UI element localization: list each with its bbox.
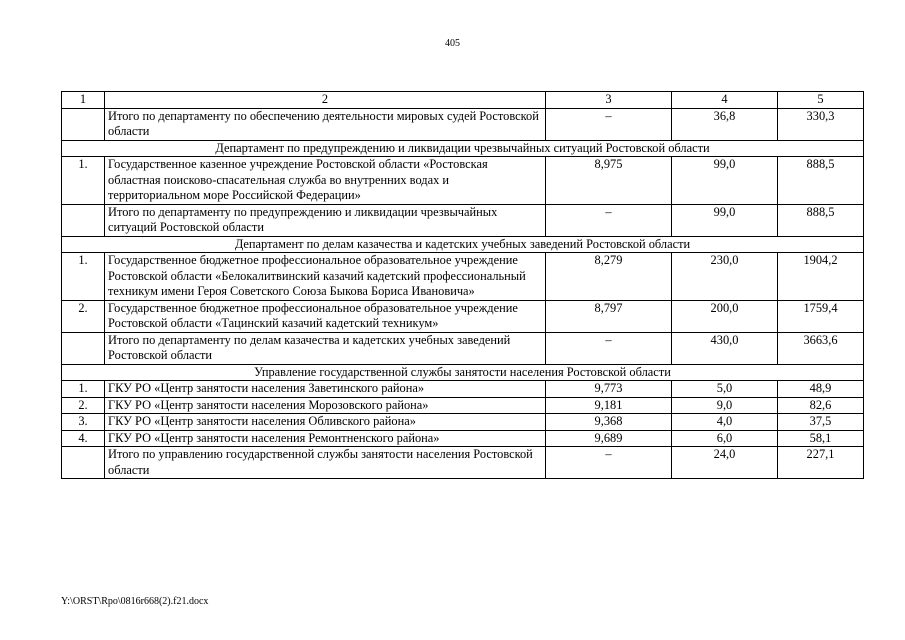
row-name: ГКУ РО «Центр занятости населения Заветинского района» <box>105 381 546 398</box>
row-number: 1. <box>62 157 105 205</box>
row-name: Итого по департаменту по делам казачества и кадетских учебных заведений Ростовской области <box>105 332 546 364</box>
total-row <box>62 332 864 364</box>
row-value-5: 1904,2 <box>778 253 864 301</box>
row-value-5: 1759,4 <box>778 300 864 332</box>
row-value-4: 6,0 <box>672 430 778 447</box>
section-header-row <box>62 364 864 381</box>
row-number: 2. <box>62 397 105 414</box>
row-number <box>62 204 105 236</box>
row-value-4: 24,0 <box>672 447 778 479</box>
table-row <box>62 253 864 301</box>
row-value-4: 230,0 <box>672 253 778 301</box>
header-cell-5: 5 <box>778 92 864 109</box>
row-value-4: 36,8 <box>672 108 778 140</box>
row-coefficient: 8,975 <box>546 157 672 205</box>
row-value-4: 430,0 <box>672 332 778 364</box>
row-number: 2. <box>62 300 105 332</box>
row-value-5: 48,9 <box>778 381 864 398</box>
row-value-4: 4,0 <box>672 414 778 431</box>
row-number: 4. <box>62 430 105 447</box>
row-value-5: 227,1 <box>778 447 864 479</box>
row-number: 1. <box>62 253 105 301</box>
row-coefficient: 8,797 <box>546 300 672 332</box>
total-row <box>62 108 864 140</box>
row-name: Государственное казенное учреждение Ростовской области «Ростовская областная поисково-спасательная служба во внутренних водах и территориальном море Российской Федерации» <box>105 157 546 205</box>
header-cell-2: 2 <box>105 92 546 109</box>
row-value-5: 3663,6 <box>778 332 864 364</box>
row-coefficient: 8,279 <box>546 253 672 301</box>
row-coefficient: 9,689 <box>546 430 672 447</box>
page-number: 405 <box>445 38 460 49</box>
row-coefficient: – <box>546 204 672 236</box>
row-coefficient: 9,368 <box>546 414 672 431</box>
row-value-5: 37,5 <box>778 414 864 431</box>
row-name: Итого по департаменту по предупреждению и ликвидации чрезвычайных ситуаций Ростовской области <box>105 204 546 236</box>
table-row <box>62 397 864 414</box>
header-cell-3: 3 <box>546 92 672 109</box>
row-name: ГКУ РО «Центр занятости населения Ремонтненского района» <box>105 430 546 447</box>
row-name: Итого по департаменту по обеспечению деятельности мировых судей Ростовской области <box>105 108 546 140</box>
row-coefficient: – <box>546 447 672 479</box>
row-value-4: 9,0 <box>672 397 778 414</box>
row-coefficient: 9,773 <box>546 381 672 398</box>
table-row <box>62 300 864 332</box>
row-coefficient: 9,181 <box>546 397 672 414</box>
row-value-5: 330,3 <box>778 108 864 140</box>
header-cell-4: 4 <box>672 92 778 109</box>
section-header-row <box>62 236 864 253</box>
row-number <box>62 447 105 479</box>
row-coefficient: – <box>546 108 672 140</box>
table-row <box>62 381 864 398</box>
row-name: Государственное бюджетное профессиональное образовательное учреждение Ростовской области «Тацинский казачий кадетский техникум» <box>105 300 546 332</box>
total-row <box>62 447 864 479</box>
row-coefficient: – <box>546 332 672 364</box>
table-row <box>62 157 864 205</box>
row-name: Государственное бюджетное профессиональное образовательное учреждение Ростовской области «Белокалитвинский казачий кадетский профессиональный техникум имени Героя Советского Союза Быкова Бориса Ивановича» <box>105 253 546 301</box>
row-value-4: 5,0 <box>672 381 778 398</box>
row-number <box>62 332 105 364</box>
section-title: Управление государственной службы занятости населения Ростовской области <box>62 364 864 381</box>
row-name: ГКУ РО «Центр занятости населения Обливского района» <box>105 414 546 431</box>
row-number <box>62 108 105 140</box>
section-header-row <box>62 140 864 157</box>
row-name: ГКУ РО «Центр занятости населения Морозовского района» <box>105 397 546 414</box>
row-value-5: 58,1 <box>778 430 864 447</box>
header-row <box>62 92 864 109</box>
file-path-footer: Y:\ORST\Rpo\0816r668(2).f21.docx <box>61 596 209 607</box>
section-title: Департамент по предупреждению и ликвидации чрезвычайных ситуаций Ростовской области <box>62 140 864 157</box>
row-value-5: 888,5 <box>778 157 864 205</box>
budget-table <box>61 91 864 479</box>
row-number: 1. <box>62 381 105 398</box>
section-title: Департамент по делам казачества и кадетских учебных заведений Ростовской области <box>62 236 864 253</box>
header-cell-1: 1 <box>62 92 105 109</box>
total-row <box>62 204 864 236</box>
table-row <box>62 430 864 447</box>
row-value-4: 200,0 <box>672 300 778 332</box>
row-number: 3. <box>62 414 105 431</box>
row-value-5: 82,6 <box>778 397 864 414</box>
row-name: Итого по управлению государственной службы занятости населения Ростовской области <box>105 447 546 479</box>
row-value-4: 99,0 <box>672 157 778 205</box>
table-row <box>62 414 864 431</box>
row-value-4: 99,0 <box>672 204 778 236</box>
row-value-5: 888,5 <box>778 204 864 236</box>
